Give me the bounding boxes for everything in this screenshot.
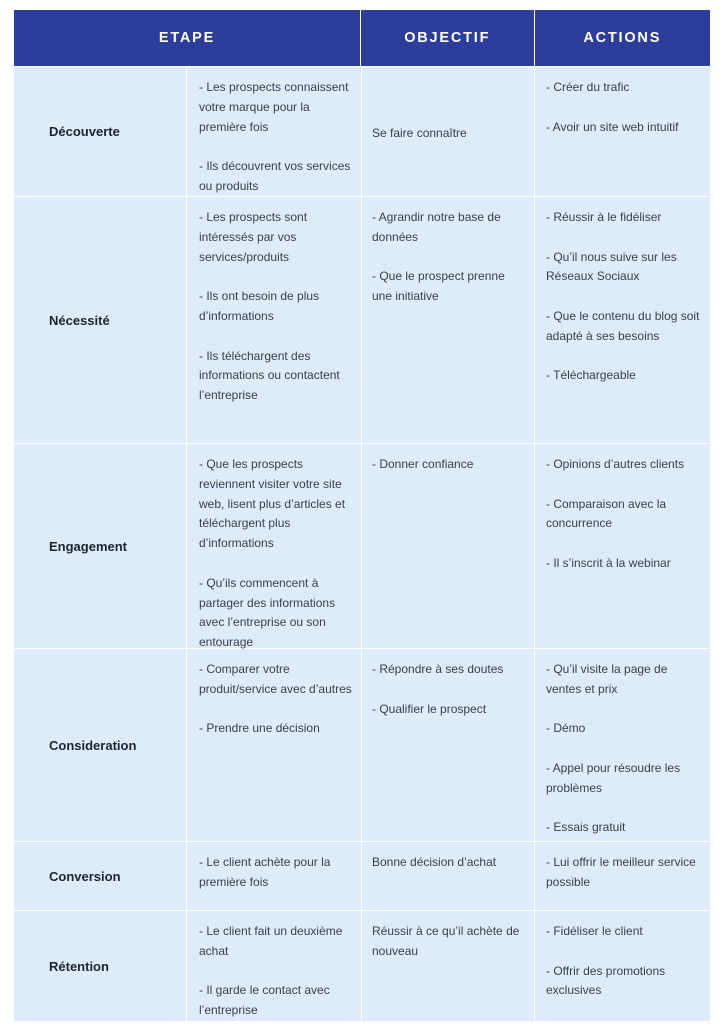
actions-cell	[534, 197, 710, 443]
cell-line: - Le client achète pour la première fois	[199, 855, 331, 889]
actions-cell	[534, 649, 710, 841]
cell-line: - Le client fait un deuxième achat	[199, 924, 343, 958]
cell-line: Bonne décision d’achat	[372, 855, 497, 869]
objective-cell-content	[372, 660, 526, 719]
objective-cell-content	[372, 124, 467, 144]
objective-cell-content	[372, 853, 526, 873]
actions-cell-content	[546, 455, 702, 574]
stage-description-content	[199, 853, 353, 893]
cell-line: - Appel pour résoudre les problèmes	[546, 760, 681, 795]
table-row	[14, 842, 710, 911]
objective-cell-content	[372, 922, 526, 962]
cell-line: - Qualifier le prospect	[372, 701, 487, 716]
objective-cell	[361, 67, 534, 196]
cell-line: - Comparaison avec la concurrence	[546, 496, 667, 531]
stage-label: Engagement	[49, 538, 128, 554]
cell-line: - Qu’ils commencent à partager des informations avec l’entreprise ou son entourage	[199, 575, 336, 650]
objective-cell	[361, 842, 534, 910]
stage-description-content	[199, 660, 353, 739]
table-row	[14, 649, 710, 842]
cell-line: - Comparer votre produit/service avec d’autres	[199, 662, 352, 696]
cell-line: - Que le prospect prenne une initiative	[372, 269, 505, 304]
stage-description	[186, 842, 361, 910]
cell-line: - Que le contenu du blog soit adapté à ses besoins	[546, 308, 700, 343]
stage-description-content	[199, 922, 353, 1021]
cell-line: - Agrandir notre base de données	[372, 210, 501, 244]
stage-description	[186, 444, 361, 648]
stage-label: Nécessité	[49, 312, 110, 328]
cell-line: - Lui offrir le meilleur service possible	[546, 855, 696, 889]
cell-line: - Il garde le contact avec l’entreprise	[199, 983, 330, 1018]
cell-line: - Il s’inscrit à la webinar	[546, 555, 671, 570]
actions-cell-content	[546, 922, 702, 1001]
cell-line: - Qu’il visite la page de ventes et prix	[546, 662, 668, 696]
stage-label: Rétention	[49, 958, 109, 974]
objective-cell	[361, 444, 534, 648]
cell-line: - Ils découvrent vos services ou produits	[199, 159, 351, 193]
actions-cell	[534, 444, 710, 648]
cell-line: - Ils ont besoin de plus d’informations	[199, 289, 320, 323]
objective-cell-content	[372, 208, 526, 307]
cell-line: - Téléchargeable	[546, 368, 636, 383]
cell-line: - Que les prospects reviennent visiter votre site web, lisent plus d’articles et téléchargent plus d’informations	[199, 457, 346, 551]
header-actions: ACTIONS	[534, 10, 711, 66]
stage-description	[186, 911, 361, 1021]
table-row	[14, 197, 710, 444]
stage-label: Conversion	[49, 868, 121, 884]
cell-line: - Qu’il nous suive sur les Réseaux Sociaux	[546, 249, 677, 284]
objective-cell	[361, 911, 534, 1021]
actions-cell	[534, 842, 710, 910]
cell-line: - Les prospects sont intéressés par vos services/produits	[199, 210, 308, 264]
cell-line: - Offrir des promotions exclusives	[546, 963, 666, 998]
cell-line: - Prendre une décision	[199, 721, 320, 736]
cell-line: Se faire connaître	[372, 126, 467, 141]
table-row	[14, 67, 710, 197]
objective-cell-content	[372, 455, 526, 475]
cell-line: Réussir à ce qu’il achète de nouveau	[372, 924, 520, 958]
cell-line: - Les prospects connaissent votre marque pour la première fois	[199, 80, 349, 134]
objective-cell	[361, 649, 534, 841]
actions-cell-content	[546, 78, 702, 137]
objective-cell	[361, 197, 534, 443]
actions-cell	[534, 911, 710, 1021]
cell-line: - Essais gratuit	[546, 820, 626, 835]
actions-cell-content	[546, 208, 702, 386]
funnel-table	[14, 10, 710, 1021]
stage-description	[186, 649, 361, 841]
actions-cell	[534, 67, 710, 196]
table-row	[14, 911, 710, 1021]
cell-line: - Ils téléchargent des informations ou contactent l’entreprise	[199, 348, 340, 403]
stage-description-content	[199, 78, 353, 197]
actions-cell-content	[546, 853, 702, 893]
cell-line: - Répondre à ses doutes	[372, 662, 504, 676]
stage-description	[186, 67, 361, 196]
cell-line: - Donner confiance	[372, 457, 474, 471]
actions-cell-content	[546, 660, 702, 838]
table-row	[14, 444, 710, 649]
stage-description	[186, 197, 361, 443]
stage-description-content	[199, 208, 353, 406]
header-objectif: OBJECTIF	[360, 10, 534, 66]
cell-line: - Opinions d’autres clients	[546, 457, 685, 471]
stage-label: Consideration	[49, 737, 137, 753]
cell-line: - Réussir à le fidéliser	[546, 210, 662, 224]
cell-line: - Démo	[546, 721, 586, 736]
cell-line: - Fidéliser le client	[546, 924, 643, 938]
stage-description-content	[199, 455, 353, 653]
table-header	[14, 10, 710, 67]
cell-line: - Créer du trafic	[546, 80, 630, 94]
cell-line: - Avoir un site web intuitif	[546, 119, 679, 134]
stage-label: Découverte	[49, 124, 120, 139]
header-etape: ETAPE	[158, 30, 216, 46]
